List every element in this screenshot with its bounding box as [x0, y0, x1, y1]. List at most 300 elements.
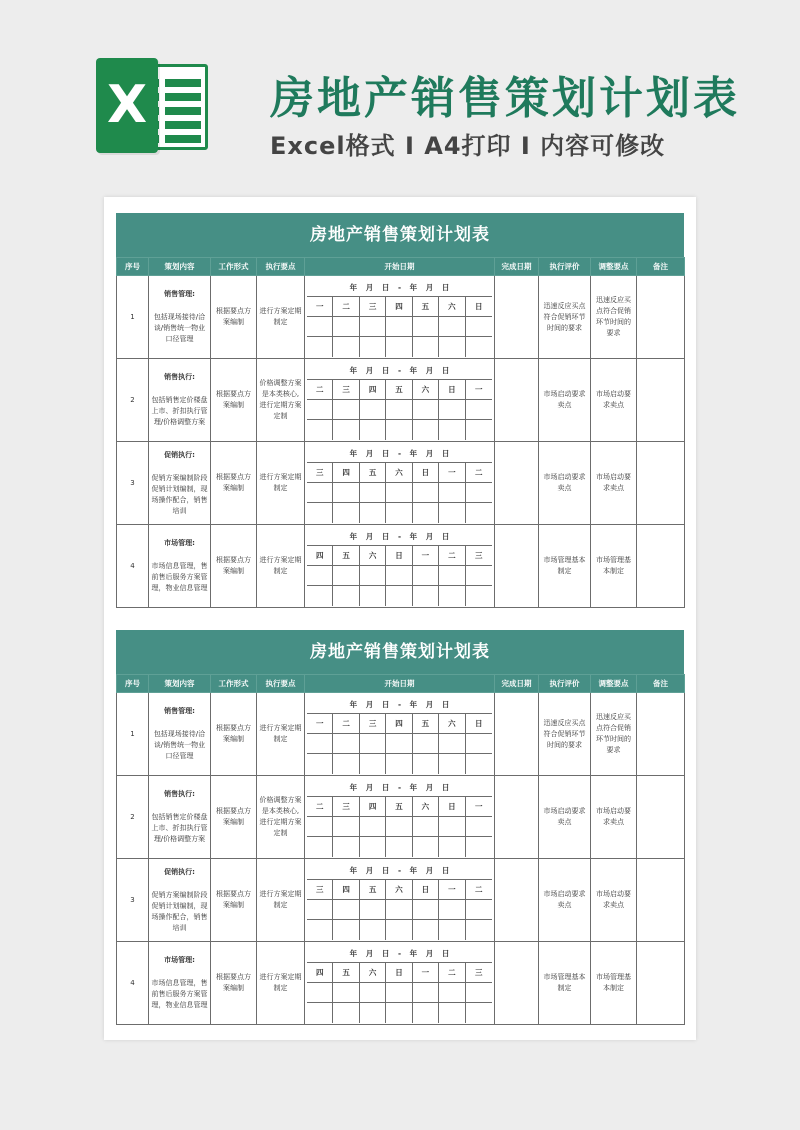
weekday-cell[interactable]: 四	[360, 797, 386, 817]
row-number-cell[interactable]: 4	[117, 525, 149, 608]
evaluation-cell[interactable]: 迅速反应买点符合促销环节时间的要求	[539, 276, 591, 359]
date-input-cell[interactable]	[439, 920, 465, 940]
date-input-cell[interactable]	[466, 586, 492, 606]
date-range-header: 年 月 日 - 年 月 日	[307, 778, 492, 797]
date-input-cell[interactable]	[386, 420, 412, 440]
weekday-cell[interactable]: 日	[386, 963, 412, 983]
date-input-cell[interactable]	[439, 566, 465, 586]
date-input-cell[interactable]	[360, 400, 386, 420]
date-input-cell[interactable]	[413, 337, 439, 357]
weekday-cell[interactable]: 日	[466, 714, 492, 734]
table-row	[117, 442, 685, 525]
date-input-cell[interactable]	[360, 817, 386, 837]
page-header	[0, 0, 800, 190]
table-row	[117, 276, 685, 359]
weekday-cell[interactable]: 二	[307, 797, 333, 817]
content-cell[interactable]	[149, 942, 211, 1025]
date-range-header: 年 月 日 - 年 月 日	[307, 695, 492, 714]
finish-date-cell[interactable]	[495, 693, 539, 776]
weekday-cell[interactable]: 三	[307, 880, 333, 900]
evaluation-cell[interactable]: 迅速反应买点符合促销环节时间的要求	[539, 693, 591, 776]
weekday-cell[interactable]: 五	[333, 546, 359, 566]
content-cell[interactable]	[149, 859, 211, 942]
weekday-cell[interactable]: 四	[333, 463, 359, 483]
date-input-cell[interactable]	[333, 734, 359, 754]
remark-cell[interactable]	[637, 859, 685, 942]
date-input-cell[interactable]	[307, 400, 333, 420]
weekday-cell[interactable]: 一	[307, 714, 333, 734]
table-row	[117, 525, 685, 608]
adjust-point-cell[interactable]: 迅速反应买点符合促销环节时间的要求	[591, 276, 637, 359]
date-input-cell[interactable]	[307, 337, 333, 357]
weekday-cell[interactable]: 日	[386, 546, 412, 566]
weekday-cell[interactable]: 六	[439, 297, 465, 317]
date-input-cell[interactable]	[307, 503, 333, 523]
start-date-cell[interactable]	[305, 693, 495, 776]
weekday-cell[interactable]: 日	[413, 463, 439, 483]
weekday-cell[interactable]: 六	[386, 463, 412, 483]
row-number-cell[interactable]: 3	[117, 859, 149, 942]
weekday-cell[interactable]: 六	[360, 546, 386, 566]
table-row	[117, 942, 685, 1025]
date-input-cell[interactable]	[333, 754, 359, 774]
adjust-point-cell[interactable]: 迅速反应买点符合促销环节时间的要求	[591, 693, 637, 776]
weekday-cell[interactable]: 三	[360, 297, 386, 317]
date-input-cell[interactable]	[360, 586, 386, 606]
row-number-cell[interactable]: 3	[117, 442, 149, 525]
table-row	[117, 359, 685, 442]
date-input-cell[interactable]	[439, 734, 465, 754]
weekday-cell[interactable]: 二	[333, 714, 359, 734]
finish-date-cell[interactable]	[495, 359, 539, 442]
column-header: 完成日期	[495, 258, 539, 276]
content-cell[interactable]	[149, 525, 211, 608]
date-input-cell[interactable]	[439, 817, 465, 837]
page-title: 房地产销售策划计划表	[270, 73, 740, 124]
weekday-cell[interactable]: 六	[386, 880, 412, 900]
date-input-cell[interactable]	[360, 317, 386, 337]
column-header: 调整要点	[591, 258, 637, 276]
date-input-cell[interactable]	[307, 420, 333, 440]
date-input-cell[interactable]	[439, 754, 465, 774]
work-form-cell[interactable]: 根据要点方案编制	[211, 776, 257, 859]
finish-date-cell[interactable]	[495, 776, 539, 859]
weekday-cell[interactable]: 一	[413, 963, 439, 983]
row-number-cell[interactable]: 1	[117, 276, 149, 359]
date-input-cell[interactable]	[466, 1003, 492, 1023]
date-input-cell[interactable]	[466, 734, 492, 754]
remark-cell[interactable]	[637, 442, 685, 525]
key-point-cell[interactable]: 进行方案定期制定	[257, 859, 305, 942]
date-input-cell[interactable]	[413, 1003, 439, 1023]
date-input-cell[interactable]	[413, 837, 439, 857]
date-input-cell[interactable]	[333, 837, 359, 857]
date-input-cell[interactable]	[333, 420, 359, 440]
weekday-cell[interactable]: 五	[360, 463, 386, 483]
start-date-cell[interactable]	[305, 276, 495, 359]
finish-date-cell[interactable]	[495, 276, 539, 359]
weekday-cell[interactable]: 日	[413, 880, 439, 900]
plan-table	[116, 257, 685, 608]
date-input-cell[interactable]	[439, 483, 465, 503]
start-date-cell[interactable]	[305, 859, 495, 942]
date-input-cell[interactable]	[360, 503, 386, 523]
date-input-cell[interactable]	[333, 566, 359, 586]
remark-cell[interactable]	[637, 693, 685, 776]
date-input-cell[interactable]	[333, 337, 359, 357]
weekday-cell[interactable]: 五	[413, 714, 439, 734]
weekday-cell[interactable]: 日	[439, 797, 465, 817]
column-header: 备注	[637, 675, 685, 693]
weekday-cell[interactable]: 二	[466, 880, 492, 900]
weekday-cell[interactable]: 二	[439, 963, 465, 983]
date-input-cell[interactable]	[439, 503, 465, 523]
date-input-cell[interactable]	[413, 734, 439, 754]
date-input-cell[interactable]	[307, 734, 333, 754]
weekday-cell[interactable]: 四	[386, 297, 412, 317]
date-input-cell[interactable]	[360, 920, 386, 940]
date-input-cell[interactable]	[466, 837, 492, 857]
date-range-header: 年 月 日 - 年 月 日	[307, 944, 492, 963]
date-input-cell[interactable]	[307, 837, 333, 857]
date-input-cell[interactable]	[439, 400, 465, 420]
date-range-header: 年 月 日 - 年 月 日	[307, 527, 492, 546]
adjust-point-cell[interactable]: 市场启动要求卖点	[591, 442, 637, 525]
date-input-cell[interactable]	[466, 503, 492, 523]
work-form-cell[interactable]: 根据要点方案编制	[211, 359, 257, 442]
start-date-cell[interactable]	[305, 942, 495, 1025]
content-cell[interactable]	[149, 276, 211, 359]
date-input-cell[interactable]	[333, 920, 359, 940]
start-date-cell[interactable]	[305, 776, 495, 859]
key-point-cell[interactable]: 进行方案定期制定	[257, 276, 305, 359]
weekday-cell[interactable]: 四	[307, 963, 333, 983]
plan-table	[116, 674, 685, 1025]
column-header: 开始日期	[305, 258, 495, 276]
column-header: 工作形式	[211, 258, 257, 276]
remark-cell[interactable]	[637, 525, 685, 608]
date-range-header: 年 月 日 - 年 月 日	[307, 444, 492, 463]
work-form-cell[interactable]: 根据要点方案编制	[211, 276, 257, 359]
date-input-cell[interactable]	[386, 920, 412, 940]
document-paper	[104, 197, 696, 1040]
date-input-cell[interactable]	[386, 734, 412, 754]
remark-cell[interactable]	[637, 942, 685, 1025]
date-input-cell[interactable]	[439, 586, 465, 606]
weekday-cell[interactable]: 一	[413, 546, 439, 566]
content-title: 销售执行:	[164, 373, 195, 381]
date-input-cell[interactable]	[386, 1003, 412, 1023]
work-form-cell[interactable]: 根据要点方案编制	[211, 525, 257, 608]
date-input-cell[interactable]	[360, 1003, 386, 1023]
date-input-cell[interactable]	[333, 1003, 359, 1023]
content-cell[interactable]	[149, 359, 211, 442]
column-header: 调整要点	[591, 675, 637, 693]
content-title: 销售管理:	[164, 707, 195, 715]
evaluation-cell[interactable]: 市场启动要求卖点	[539, 442, 591, 525]
weekday-cell[interactable]: 三	[360, 714, 386, 734]
plan-sheet-1	[116, 213, 684, 608]
content-title: 促销执行:	[164, 867, 195, 876]
adjust-point-cell[interactable]: 市场管理基本制定	[591, 942, 637, 1025]
date-input-cell[interactable]	[307, 566, 333, 586]
adjust-point-cell[interactable]: 市场启动要求卖点	[591, 776, 637, 859]
date-input-cell[interactable]	[466, 817, 492, 837]
date-input-cell[interactable]	[386, 483, 412, 503]
work-form-cell[interactable]: 根据要点方案编制	[211, 942, 257, 1025]
finish-date-cell[interactable]	[495, 859, 539, 942]
date-input-cell[interactable]	[439, 317, 465, 337]
content-title: 销售执行:	[164, 790, 195, 798]
date-input-cell[interactable]	[413, 503, 439, 523]
weekday-cell[interactable]: 日	[466, 297, 492, 317]
date-input-cell[interactable]	[439, 337, 465, 357]
content-body: 包括现场接待/洽谈/销售统一物业口径管理	[153, 313, 206, 343]
weekday-cell[interactable]: 四	[360, 380, 386, 400]
date-input-cell[interactable]	[333, 900, 359, 920]
column-header: 执行评价	[539, 258, 591, 276]
evaluation-cell[interactable]: 市场启动要求卖点	[539, 776, 591, 859]
content-body: 包括销售定价楼盘上市、折扣执行管理/价格调整方案	[151, 813, 208, 843]
evaluation-cell[interactable]: 市场管理基本制定	[539, 942, 591, 1025]
date-range-header: 年 月 日 - 年 月 日	[307, 361, 492, 380]
column-header: 备注	[637, 258, 685, 276]
date-input-cell[interactable]	[466, 420, 492, 440]
date-input-cell[interactable]	[386, 400, 412, 420]
date-input-cell[interactable]	[439, 983, 465, 1003]
column-header: 序号	[117, 675, 149, 693]
weekday-cell[interactable]: 五	[333, 963, 359, 983]
date-input-cell[interactable]	[360, 566, 386, 586]
evaluation-cell[interactable]: 市场管理基本制定	[539, 525, 591, 608]
work-form-cell[interactable]: 根据要点方案编制	[211, 442, 257, 525]
weekday-cell[interactable]: 五	[413, 297, 439, 317]
date-input-cell[interactable]	[333, 983, 359, 1003]
date-input-cell[interactable]	[307, 1003, 333, 1023]
row-number-cell[interactable]: 1	[117, 693, 149, 776]
start-date-cell[interactable]	[305, 359, 495, 442]
column-header: 策划内容	[149, 258, 211, 276]
date-input-cell[interactable]	[413, 817, 439, 837]
content-title: 市场管理:	[164, 539, 195, 547]
date-input-cell[interactable]	[466, 920, 492, 940]
date-input-cell[interactable]	[307, 586, 333, 606]
date-input-cell[interactable]	[466, 317, 492, 337]
date-input-cell[interactable]	[386, 754, 412, 774]
weekday-cell[interactable]: 三	[333, 380, 359, 400]
date-input-cell[interactable]	[307, 317, 333, 337]
content-body: 包括销售定价楼盘上市、折扣执行管理/价格调整方案	[151, 396, 208, 426]
column-header: 完成日期	[495, 675, 539, 693]
content-title: 促销执行:	[164, 450, 195, 459]
finish-date-cell[interactable]	[495, 525, 539, 608]
finish-date-cell[interactable]	[495, 442, 539, 525]
column-header: 执行要点	[257, 258, 305, 276]
date-input-cell[interactable]	[333, 503, 359, 523]
weekday-cell[interactable]: 五	[386, 797, 412, 817]
key-point-cell[interactable]: 进行方案定期制定	[257, 693, 305, 776]
date-input-cell[interactable]	[307, 920, 333, 940]
column-header: 工作形式	[211, 675, 257, 693]
row-number-cell[interactable]: 2	[117, 359, 149, 442]
date-input-cell[interactable]	[360, 983, 386, 1003]
plan-sheet-2	[116, 630, 684, 1025]
date-input-cell[interactable]	[413, 586, 439, 606]
excel-logo-icon	[96, 58, 208, 153]
date-input-cell[interactable]	[307, 754, 333, 774]
weekday-cell[interactable]: 日	[439, 380, 465, 400]
date-input-cell[interactable]	[413, 566, 439, 586]
date-input-cell[interactable]	[466, 900, 492, 920]
weekday-cell[interactable]: 四	[386, 714, 412, 734]
remark-cell[interactable]	[637, 776, 685, 859]
weekday-cell[interactable]: 一	[439, 880, 465, 900]
date-input-cell[interactable]	[360, 754, 386, 774]
weekday-cell[interactable]: 五	[360, 880, 386, 900]
sheet-title: 房地产销售策划计划表	[116, 213, 684, 257]
date-input-cell[interactable]	[466, 483, 492, 503]
date-input-cell[interactable]	[466, 400, 492, 420]
date-input-cell[interactable]	[466, 983, 492, 1003]
date-input-cell[interactable]	[386, 503, 412, 523]
content-body: 市场信息管理，售前售后服务方案管理，物业信息管理	[151, 562, 208, 592]
date-input-cell[interactable]	[307, 983, 333, 1003]
column-header: 执行要点	[257, 675, 305, 693]
content-body: 市场信息管理，售前售后服务方案管理，物业信息管理	[151, 979, 208, 1009]
weekday-cell[interactable]: 四	[307, 546, 333, 566]
date-input-cell[interactable]	[413, 420, 439, 440]
sheet-title: 房地产销售策划计划表	[116, 630, 684, 674]
date-input-cell[interactable]	[307, 483, 333, 503]
weekday-cell[interactable]: 三	[466, 963, 492, 983]
date-input-cell[interactable]	[386, 900, 412, 920]
adjust-point-cell[interactable]: 市场管理基本制定	[591, 525, 637, 608]
weekday-cell[interactable]: 六	[413, 797, 439, 817]
date-input-cell[interactable]	[413, 920, 439, 940]
weekday-cell[interactable]: 二	[333, 297, 359, 317]
weekday-cell[interactable]: 二	[466, 463, 492, 483]
weekday-cell[interactable]: 六	[360, 963, 386, 983]
key-point-cell[interactable]: 进行方案定期制定	[257, 942, 305, 1025]
row-number-cell[interactable]: 4	[117, 942, 149, 1025]
evaluation-cell[interactable]: 市场启动要求卖点	[539, 359, 591, 442]
weekday-cell[interactable]: 六	[439, 714, 465, 734]
remark-cell[interactable]	[637, 276, 685, 359]
date-input-cell[interactable]	[360, 483, 386, 503]
key-point-cell[interactable]: 进行方案定期制定	[257, 442, 305, 525]
weekday-cell[interactable]: 四	[333, 880, 359, 900]
date-input-cell[interactable]	[360, 420, 386, 440]
date-input-cell[interactable]	[333, 483, 359, 503]
content-body: 促销方案编制阶段促销计划编制，现场操作配合，销售培训	[151, 473, 208, 515]
weekday-cell[interactable]: 三	[466, 546, 492, 566]
date-input-cell[interactable]	[386, 983, 412, 1003]
table-header-row	[117, 258, 685, 276]
date-input-cell[interactable]	[307, 900, 333, 920]
weekday-cell[interactable]: 五	[386, 380, 412, 400]
content-body: 包括现场接待/洽谈/销售统一物业口径管理	[153, 730, 206, 760]
excel-x-badge: X	[96, 58, 158, 153]
start-date-cell[interactable]	[305, 525, 495, 608]
date-input-cell[interactable]	[360, 900, 386, 920]
date-input-cell[interactable]	[386, 317, 412, 337]
date-input-cell[interactable]	[413, 900, 439, 920]
table-row	[117, 776, 685, 859]
date-input-cell[interactable]	[413, 317, 439, 337]
weekday-cell[interactable]: 三	[333, 797, 359, 817]
content-cell[interactable]	[149, 776, 211, 859]
date-input-cell[interactable]	[386, 837, 412, 857]
date-range-header: 年 月 日 - 年 月 日	[307, 278, 492, 297]
work-form-cell[interactable]: 根据要点方案编制	[211, 693, 257, 776]
content-cell[interactable]	[149, 693, 211, 776]
date-input-cell[interactable]	[466, 754, 492, 774]
remark-cell[interactable]	[637, 359, 685, 442]
column-header: 序号	[117, 258, 149, 276]
weekday-cell[interactable]: 一	[466, 380, 492, 400]
date-input-cell[interactable]	[386, 337, 412, 357]
date-input-cell[interactable]	[360, 337, 386, 357]
date-input-cell[interactable]	[333, 400, 359, 420]
weekday-cell[interactable]: 六	[413, 380, 439, 400]
weekday-cell[interactable]: 一	[307, 297, 333, 317]
key-point-cell[interactable]: 价格调整方案是本类核心,进行定期方案定制	[257, 359, 305, 442]
date-input-cell[interactable]	[439, 837, 465, 857]
date-input-cell[interactable]	[466, 337, 492, 357]
table-row	[117, 693, 685, 776]
page-subtitle: Excel格式 I A4打印 I 内容可修改	[270, 132, 666, 160]
date-input-cell[interactable]	[333, 586, 359, 606]
date-input-cell[interactable]	[333, 817, 359, 837]
key-point-cell[interactable]: 价格调整方案是本类核心,进行定期方案定制	[257, 776, 305, 859]
finish-date-cell[interactable]	[495, 942, 539, 1025]
adjust-point-cell[interactable]: 市场启动要求卖点	[591, 359, 637, 442]
date-input-cell[interactable]	[413, 983, 439, 1003]
date-input-cell[interactable]	[333, 317, 359, 337]
column-header: 策划内容	[149, 675, 211, 693]
date-input-cell[interactable]	[307, 817, 333, 837]
weekday-cell[interactable]: 一	[439, 463, 465, 483]
date-input-cell[interactable]	[360, 734, 386, 754]
work-form-cell[interactable]: 根据要点方案编制	[211, 859, 257, 942]
date-input-cell[interactable]	[386, 817, 412, 837]
table-row	[117, 859, 685, 942]
date-input-cell[interactable]	[439, 900, 465, 920]
column-header: 开始日期	[305, 675, 495, 693]
date-input-cell[interactable]	[386, 586, 412, 606]
key-point-cell[interactable]: 进行方案定期制定	[257, 525, 305, 608]
date-input-cell[interactable]	[386, 566, 412, 586]
content-cell[interactable]	[149, 442, 211, 525]
weekday-cell[interactable]: 二	[307, 380, 333, 400]
adjust-point-cell[interactable]: 市场启动要求卖点	[591, 859, 637, 942]
row-number-cell[interactable]: 2	[117, 776, 149, 859]
weekday-cell[interactable]: 三	[307, 463, 333, 483]
content-title: 市场管理:	[164, 956, 195, 964]
table-header-row	[117, 675, 685, 693]
date-input-cell[interactable]	[439, 1003, 465, 1023]
date-input-cell[interactable]	[413, 754, 439, 774]
date-input-cell[interactable]	[466, 566, 492, 586]
date-input-cell[interactable]	[413, 483, 439, 503]
evaluation-cell[interactable]: 市场启动要求卖点	[539, 859, 591, 942]
weekday-cell[interactable]: 二	[439, 546, 465, 566]
weekday-cell[interactable]: 一	[466, 797, 492, 817]
start-date-cell[interactable]	[305, 442, 495, 525]
date-input-cell[interactable]	[439, 420, 465, 440]
date-input-cell[interactable]	[360, 837, 386, 857]
date-input-cell[interactable]	[413, 400, 439, 420]
